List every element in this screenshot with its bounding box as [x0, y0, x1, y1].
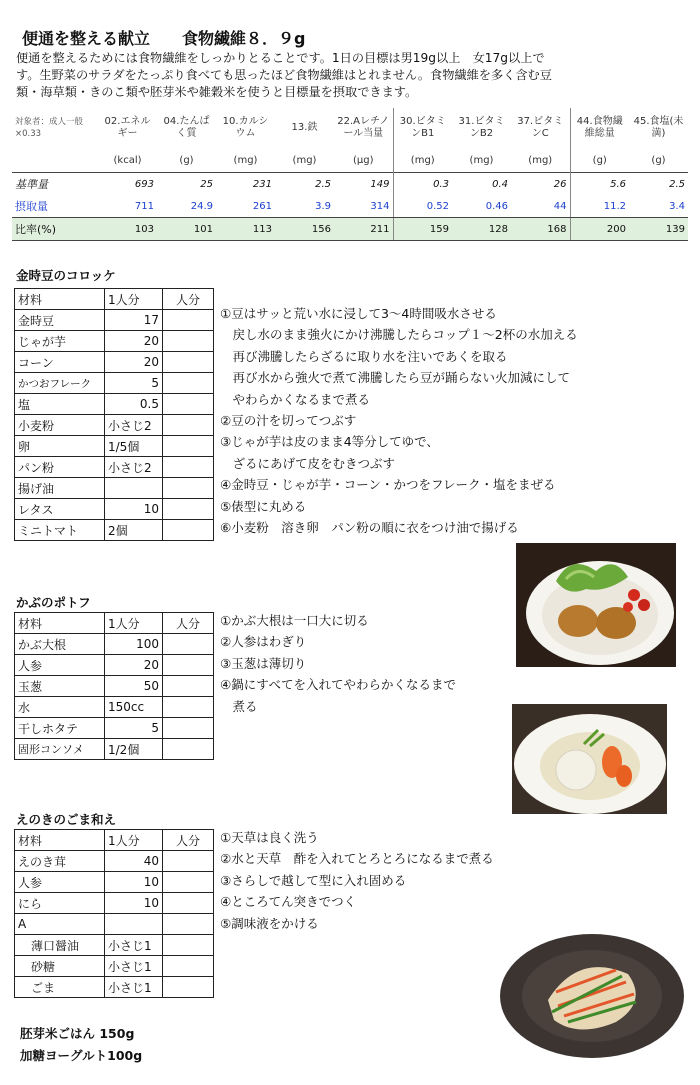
ingredient-row — [15, 457, 214, 478]
ingredient-row — [15, 352, 214, 373]
ingredient-amount: 20 — [105, 352, 163, 373]
ratio-value: 103 — [98, 218, 157, 241]
nutrient-unit: (mg) — [528, 154, 553, 166]
ingredient-row — [15, 634, 214, 655]
ingredient-name: じゃが芋 — [15, 331, 105, 352]
footer-yogurt: 加糖ヨーグルト100g — [20, 1048, 143, 1063]
ingredient-row — [15, 739, 214, 760]
nutrient-unit: (mg) — [292, 154, 317, 166]
standard-value: 231 — [216, 173, 275, 196]
standard-value: 25 — [157, 173, 216, 196]
step-line: 再び水から強火で煮て沸騰したら豆が踊らない火加減にして — [220, 370, 571, 386]
step-line: ④金時豆・じゃが芋・コーン・かつをフレーク・塩をまぜる — [220, 477, 556, 493]
standard-value: 0.4 — [452, 173, 511, 196]
ingredient-row — [15, 718, 214, 739]
ingredient-amount: 5 — [105, 373, 163, 394]
header-cell: 1人分 — [105, 613, 163, 634]
ingredient-row — [15, 655, 214, 676]
ingredient-row — [15, 676, 214, 697]
ingredient-amount: 17 — [105, 310, 163, 331]
ingredient-name: かぶ大根 — [15, 634, 105, 655]
ingredient-amount: 小さじ2 — [105, 415, 163, 436]
ingredient-name: かつおフレーク — [15, 373, 105, 394]
enoki-salad-photo — [498, 922, 686, 1062]
nutrient-unit: (mg) — [469, 154, 494, 166]
intro-line: 類・海草類・きのこ類や胚芽米や雑穀米を使うと目標量を摂取できます。 — [16, 85, 418, 99]
ingredient-amount: 40 — [105, 851, 163, 872]
header-cell: 人分 — [163, 613, 214, 634]
ingredient-name: 砂糖 — [15, 956, 105, 977]
ratio-row — [12, 218, 688, 241]
ingredient-amount: 150cc — [105, 697, 163, 718]
ingredient-name: 卵 — [15, 436, 105, 457]
nutrient-name: 02.エネルギー — [104, 116, 151, 139]
ingredient-row — [15, 394, 214, 415]
ingredient-amount: 10 — [105, 872, 163, 893]
ingredient-row — [15, 331, 214, 352]
ingredient-amount: 小さじ1 — [105, 977, 163, 998]
intake-value: 44 — [511, 195, 570, 218]
standard-value: 5.6 — [570, 173, 629, 196]
ingredient-name: 固形コンソメ — [15, 739, 105, 760]
step-line: ③玉葱は薄切り — [220, 655, 307, 671]
header-cell: 人分 — [163, 289, 214, 310]
ingredient-header — [15, 289, 214, 310]
ingredient-amount: 小さじ1 — [105, 956, 163, 977]
ingredient-name: パン粉 — [15, 457, 105, 478]
nutrient-unit: (g) — [179, 154, 194, 166]
intake-value: 261 — [216, 195, 275, 218]
ingredient-amount: 20 — [105, 655, 163, 676]
nutrient-unit: (mg) — [393, 148, 452, 173]
header-cell: 1人分 — [105, 830, 163, 851]
recipe-steps — [220, 827, 494, 934]
step-line: ②豆の汁を切ってつぶす — [220, 413, 357, 429]
ingredient-amount: 小さじ2 — [105, 457, 163, 478]
standard-value: 26 — [511, 173, 570, 196]
ingredient-name: 玉葱 — [15, 676, 105, 697]
header-cell: 1人分 — [105, 289, 163, 310]
ingredient-name: レタス — [15, 499, 105, 520]
ingredient-header — [15, 830, 214, 851]
header-cell: 材料 — [15, 613, 105, 634]
nutrient-name: 44.食物繊維総量 — [570, 108, 629, 148]
ingredient-amount: 10 — [105, 893, 163, 914]
nutrition-table — [12, 108, 688, 241]
nutrient-name: 13.鉄 — [291, 122, 318, 133]
nutrient-unit: (g) — [570, 148, 629, 173]
ingredient-name: 薄口醤油 — [15, 935, 105, 956]
step-line: ①天草は良く洗う — [220, 830, 319, 845]
standard-value: 693 — [98, 173, 157, 196]
ingredient-amount: 5 — [105, 718, 163, 739]
ingredient-name: 小麦粉 — [15, 415, 105, 436]
ratio-value: 139 — [629, 218, 688, 241]
ingredient-name: 人参 — [15, 655, 105, 676]
ratio-value: 128 — [452, 218, 511, 241]
step-line: ⑥小麦粉 溶き卵 パン粉の順に衣をつけ油で揚げる — [220, 520, 519, 536]
ingredient-table — [14, 288, 214, 541]
ingredient-name: ミニトマト — [15, 520, 105, 541]
step-line: ⑤調味液をかける — [220, 915, 319, 931]
ingredient-amount — [105, 914, 163, 935]
intake-value: 711 — [98, 195, 157, 218]
ingredient-row — [15, 520, 214, 541]
row-label: 基準量 — [12, 173, 98, 196]
step-line: ③さらしで越して型に入れ固める — [220, 872, 407, 888]
nutrient-name: 22.Aレチノール当量 — [337, 116, 390, 139]
step-line: 戻し水のまま強火にかけ沸騰したらコップ１～2杯の水加える — [220, 327, 578, 343]
ingredient-name: 干しホタテ — [15, 718, 105, 739]
ingredient-row — [15, 373, 214, 394]
nutrition-header-row — [12, 108, 688, 148]
ingredient-row — [15, 697, 214, 718]
ingredient-name: ごま — [15, 977, 105, 998]
ratio-value: 211 — [334, 218, 393, 241]
step-line: ⑤俵型に丸める — [220, 498, 307, 514]
ingredient-row — [15, 956, 214, 977]
intake-value: 0.46 — [452, 195, 511, 218]
ingredient-name: A — [15, 914, 105, 935]
ingredient-name: 金時豆 — [15, 310, 105, 331]
header-cell: 人分 — [163, 830, 214, 851]
step-line: 煮る — [220, 698, 258, 714]
step-line: ②水と天草 酢を入れてとろとろになるまで煮る — [220, 851, 494, 867]
intake-value: 3.4 — [629, 195, 688, 218]
intro-paragraph — [16, 50, 688, 101]
nutrient-name: 30.ビタミンB1 — [393, 108, 452, 148]
row-label: 比率(%) — [12, 218, 98, 241]
ingredient-row — [15, 310, 214, 331]
ratio-value: 168 — [511, 218, 570, 241]
recipe-title: 金時豆のコロッケ — [16, 268, 116, 283]
ingredient-name: 水 — [15, 697, 105, 718]
ratio-value: 101 — [157, 218, 216, 241]
ingredient-header — [15, 613, 214, 634]
ingredient-amount: 1/2個 — [105, 739, 163, 760]
nutrient-name: 45.食塩(未満) — [633, 116, 684, 139]
step-line: ①かぶ大根は一口大に切る — [220, 613, 369, 628]
ingredient-amount: 1/5個 — [105, 436, 163, 457]
ingredient-row — [15, 914, 214, 935]
ingredient-amount: 50 — [105, 676, 163, 697]
recipe-title: かぶのポトフ — [16, 595, 91, 610]
nutrient-unit: (μg) — [352, 154, 374, 166]
standard-row — [12, 173, 688, 196]
nutrient-unit: (mg) — [233, 154, 258, 166]
ingredient-amount: 10 — [105, 499, 163, 520]
intro-line: 便通を整えるためには食物繊維をしっかりとることです。1日の目標は男19g以上 女17g以上で — [16, 51, 545, 65]
row-label: 摂取量 — [12, 195, 98, 218]
header-cell: 材料 — [15, 830, 105, 851]
standard-value: 149 — [334, 173, 393, 196]
nutrient-name: 04.たんぱく質 — [163, 116, 210, 139]
ingredient-name: にら — [15, 893, 105, 914]
nutrient-name: 31.ビタミンB2 — [458, 116, 505, 139]
recipe-steps — [220, 610, 456, 717]
pot-au-feu-photo — [512, 704, 667, 814]
ingredient-amount: 100 — [105, 634, 163, 655]
step-line: ④ところてん突きでつく — [220, 894, 357, 910]
step-line: ②人参はわぎり — [220, 634, 307, 650]
ratio-value: 113 — [216, 218, 275, 241]
ingredient-row — [15, 872, 214, 893]
intake-value: 11.2 — [570, 195, 629, 218]
standard-value: 0.3 — [393, 173, 452, 196]
ingredient-row — [15, 851, 214, 872]
intake-row — [12, 195, 688, 218]
ingredient-amount: 小さじ1 — [105, 935, 163, 956]
ingredient-table — [14, 612, 214, 760]
ingredient-name: えのき茸 — [15, 851, 105, 872]
nutrient-name: 10.カルシウム — [222, 116, 269, 139]
ingredient-amount: 2個 — [105, 520, 163, 541]
ingredient-amount: 20 — [105, 331, 163, 352]
ingredient-table — [14, 829, 214, 998]
step-line: ④鍋にすべてを入れてやわらかくなるまで — [220, 677, 456, 693]
intake-value: 0.52 — [393, 195, 452, 218]
ingredient-row — [15, 478, 214, 499]
ingredient-row — [15, 935, 214, 956]
nutrition-unit-row — [12, 148, 688, 173]
nutrient-name: 37.ビタミンC — [517, 116, 564, 139]
footer-rice: 胚芽米ごはん 150g — [20, 1026, 135, 1041]
ingredient-row — [15, 415, 214, 436]
step-line: ざるにあげて皮をむきつぶす — [220, 455, 396, 471]
ingredient-amount: 0.5 — [105, 394, 163, 415]
intake-value: 24.9 — [157, 195, 216, 218]
ingredient-row — [15, 977, 214, 998]
ingredient-name: コーン — [15, 352, 105, 373]
header-cell: 材料 — [15, 289, 105, 310]
target-label: 対象者：成人一般 ×0.33 — [15, 117, 92, 139]
recipe-steps — [220, 303, 578, 538]
ratio-value: 156 — [275, 218, 334, 241]
ingredient-row — [15, 436, 214, 457]
ratio-value: 200 — [570, 218, 629, 241]
nutrient-unit: (g) — [651, 154, 666, 166]
ingredient-amount — [105, 478, 163, 499]
step-line: 再び沸騰したらざるに取り水を注いであくを取る — [220, 348, 508, 364]
step-line: やわらかくなるまで煮る — [220, 391, 371, 407]
standard-value: 2.5 — [629, 173, 688, 196]
ingredient-name: 塩 — [15, 394, 105, 415]
intake-value: 3.9 — [275, 195, 334, 218]
ratio-value: 159 — [393, 218, 452, 241]
recipe-title: えのきのごま和え — [16, 812, 117, 827]
step-line: ③じゃが芋は皮のまま4等分してゆで、 — [220, 434, 439, 450]
ingredient-name: 人参 — [15, 872, 105, 893]
ingredient-row — [15, 893, 214, 914]
intake-value: 314 — [334, 195, 393, 218]
step-line: ①豆はサッと荒い水に浸して3～4時間吸水させる — [220, 306, 497, 321]
page-title: 便通を整える献立 食物繊維８．９g — [22, 29, 306, 48]
standard-value: 2.5 — [275, 173, 334, 196]
croquette-photo — [516, 543, 676, 667]
intro-line: す。生野菜のサラダをたっぷり食べても思ったほど食物繊維はとれません。食物繊維を多く含む豆 — [16, 68, 552, 82]
nutrient-unit: (kcal) — [113, 154, 142, 166]
ingredient-name: 揚げ油 — [15, 478, 105, 499]
ingredient-row — [15, 499, 214, 520]
